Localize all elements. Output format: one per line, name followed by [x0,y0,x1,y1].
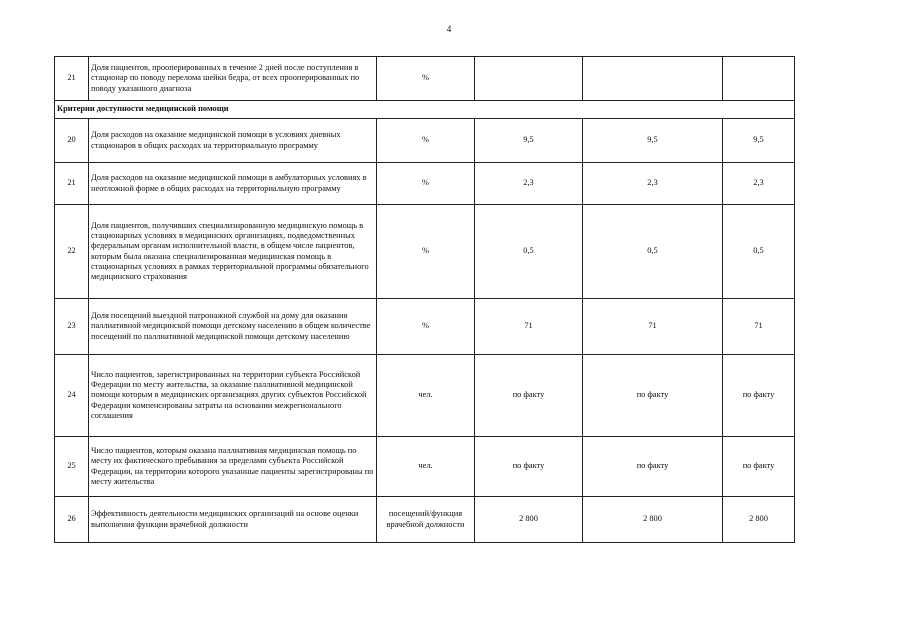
table-row [55,437,795,497]
row-value-2: 0,5 [583,205,723,299]
row-value-1: 2 800 [475,497,583,543]
row-number: 21 [55,163,89,205]
row-unit: чел. [377,437,475,497]
row-indicator-name: Доля расходов на оказание медицинской помощи в условиях дневных стационаров в общих расходах на территориальную программу [89,119,377,163]
row-value-1: 2,3 [475,163,583,205]
table-row [55,299,795,355]
row-number: 23 [55,299,89,355]
row-number: 20 [55,119,89,163]
row-value-2: 2 800 [583,497,723,543]
row-value-2 [583,57,723,101]
row-number: 25 [55,437,89,497]
row-value-3: 2 800 [723,497,795,543]
row-indicator-name: Эффективность деятельности медицинских организаций на основе оценки выполнения функции врачебной должности [89,497,377,543]
row-value-2: 9,5 [583,119,723,163]
row-value-2: по факту [583,437,723,497]
row-value-3: 0,5 [723,205,795,299]
row-indicator-name: Доля посещений выездной патронажной службой на дому для оказания паллиативной медицинской помощи детскому населению в общем количестве посещений по паллиативной медицинской помощи детскому населению [89,299,377,355]
criteria-table [54,56,795,543]
row-number: 22 [55,205,89,299]
page-number: 4 [446,24,452,34]
row-value-3: по факту [723,437,795,497]
row-indicator-name: Доля пациентов, получивших специализированную медицинскую помощь в стационарных условиях в медицинских организациях, подведомственных федеральным органам исполнительной власти, в общем числе пациентов, которым была оказана специализированная медицинская помощь в стационарных условиях в рамках территориальной программы обязательного медицинского страхования [89,205,377,299]
row-value-3: 71 [723,299,795,355]
table-row [55,119,795,163]
section-header-row [55,101,795,119]
row-unit: % [377,205,475,299]
row-unit: % [377,299,475,355]
row-indicator-name: Число пациентов, которым оказана паллиативная медицинская помощь по месту их фактического пребывания за пределами субъекта Российской Федерации, на территории которого указанные пациенты зарегистрированы по месту жительства [89,437,377,497]
table-row [55,355,795,437]
row-unit: % [377,119,475,163]
row-indicator-name: Число пациентов, зарегистрированных на территории субъекта Российской Федерации по месту жительства, за оказание паллиативной медицинской помощи которым в медицинских организациях других субъектов Российской Федерации компенсированы затраты на основании межрегионального соглашения [89,355,377,437]
row-value-3: 9,5 [723,119,795,163]
row-unit: посещений/функция врачебной должности [377,497,475,543]
table-row [55,163,795,205]
row-value-2: 71 [583,299,723,355]
row-unit: % [377,163,475,205]
row-value-1: 71 [475,299,583,355]
row-unit: чел. [377,355,475,437]
row-indicator-name: Доля пациентов, прооперированных в течение 2 дней после поступления в стационар по поводу перелома шейки бедра, от всех прооперированных по поводу указанного диагноза [89,57,377,101]
row-value-3 [723,57,795,101]
row-unit: % [377,57,475,101]
row-value-1 [475,57,583,101]
table-row-first [55,57,795,101]
row-value-1: 0,5 [475,205,583,299]
row-value-1: 9,5 [475,119,583,163]
row-value-3: 2,3 [723,163,795,205]
table-row [55,497,795,543]
row-number: 24 [55,355,89,437]
table-row [55,205,795,299]
row-number: 21 [55,57,89,101]
row-value-1: по факту [475,437,583,497]
row-number: 26 [55,497,89,543]
row-value-1: по факту [475,355,583,437]
row-indicator-name: Доля расходов на оказание медицинской помощи в амбулаторных условиях в неотложной форме в общих расходах на территориальную программу [89,163,377,205]
row-value-2: по факту [583,355,723,437]
row-value-3: по факту [723,355,795,437]
section-title: Критерии доступности медицинской помощи [55,101,795,119]
row-value-2: 2,3 [583,163,723,205]
